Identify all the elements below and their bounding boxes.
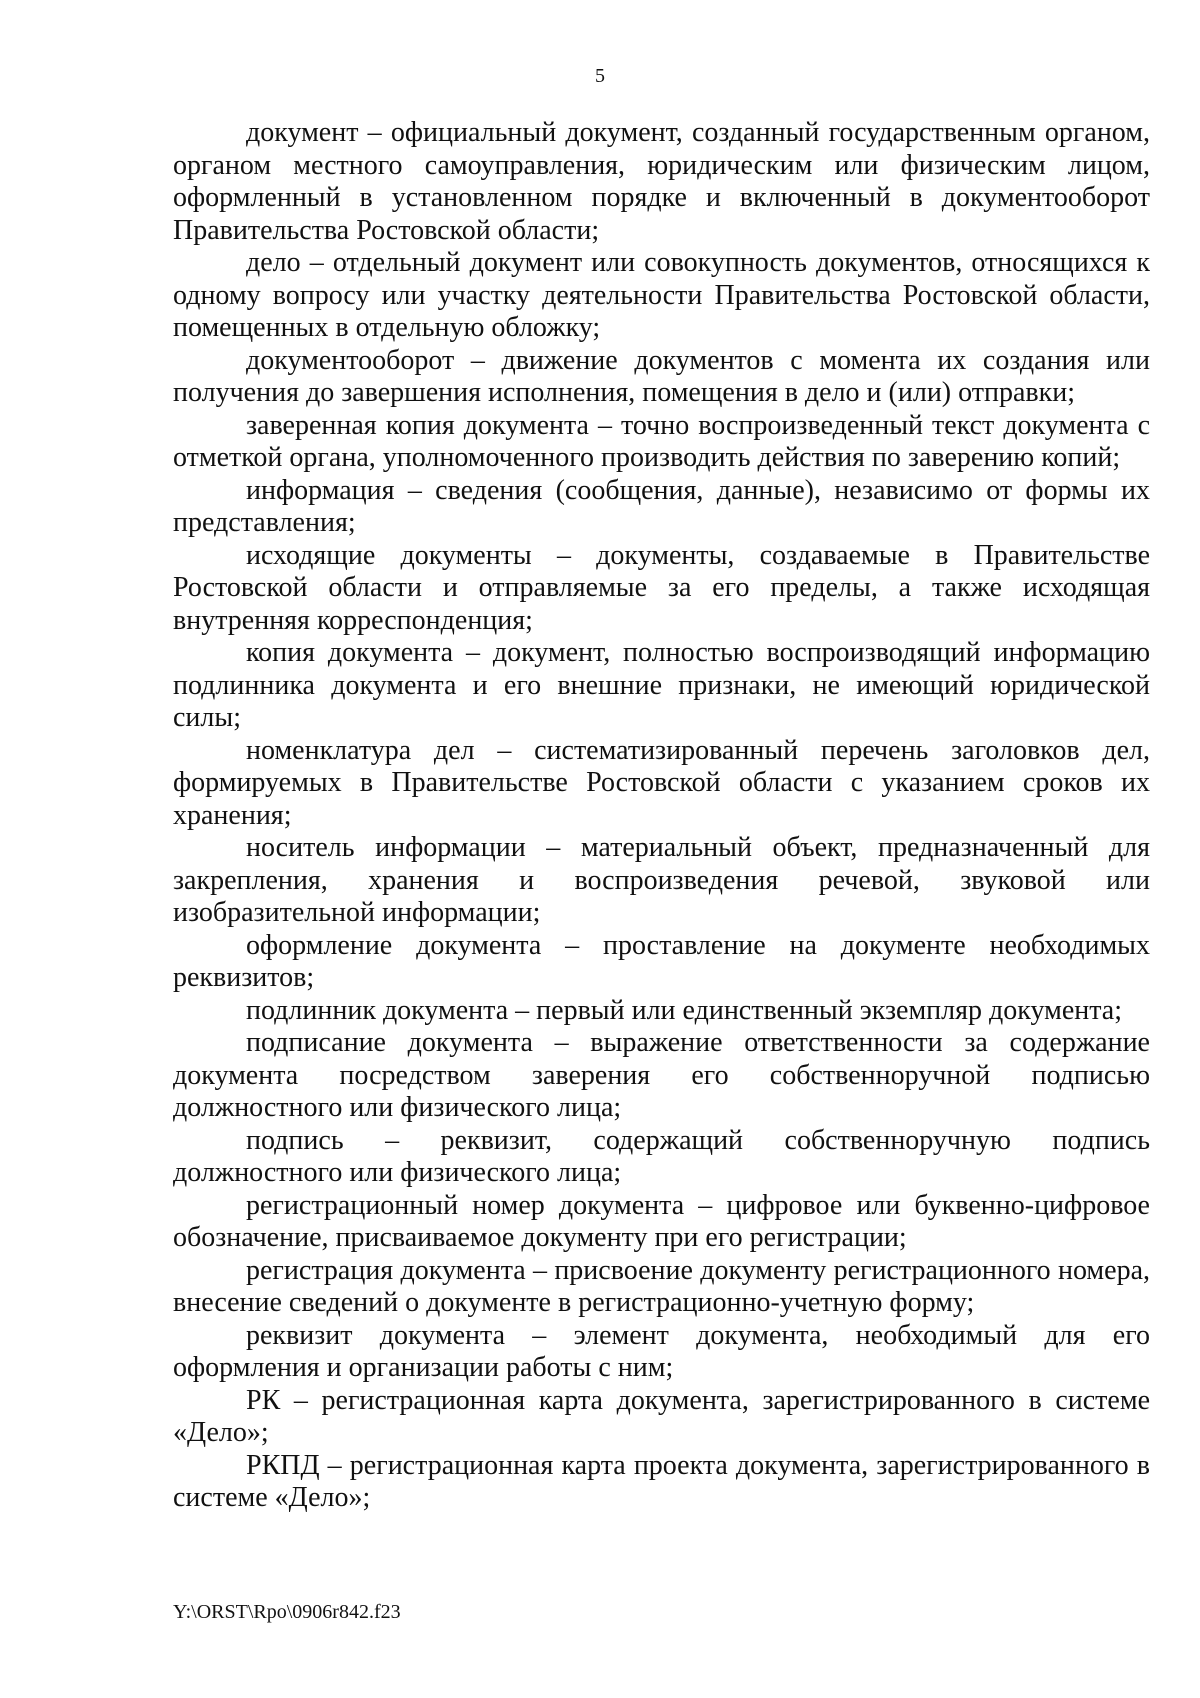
paragraph-dokument: документ – официальный документ, созданный государственным органом, органом местного самоуправления, юридическим или физическим лицом, оформленный в установленном порядке и включенный в документооборот Правительства Ростовской области; [173,117,1150,246]
paragraph-registratsionnyy-nomer: регистрационный номер документа – цифровое или буквенно-цифровое обозначение, присваиваемое документу при его регистрации; [173,1189,1150,1253]
paragraph-podpis: подпись – реквизит, содержащий собственноручную подпись должностного или физического лица; [173,1124,1150,1188]
page-number: 5 [595,65,605,87]
paragraph-nositel: носитель информации – материальный объект, предназначенный для закрепления, хранения и воспроизведения речевой, звуковой или изобразительной информации; [173,832,1150,928]
paragraph-nomenklatura: номенклатура дел – систематизированный перечень заголовков дел, формируемых в Правительстве Ростовской области с указанием сроков их хранения; [173,734,1150,831]
paragraph-rkpd: РКПД – регистрационная карта проекта документа, зарегистрированного в системе «Дело»; [173,1449,1150,1513]
paragraph-kopiya: копия документа – документ, полностью воспроизводящий информацию подлинника документа и его внешние признаки, не имеющий юридической силы; [173,637,1150,733]
paragraph-oformlenie: оформление документа – проставление на документе необходимых реквизитов; [173,929,1150,993]
document-body [173,117,1150,1515]
paragraph-podlinnik: подлинник документа – первый или единственный экземпляр документа; [246,994,1123,1026]
paragraph-rekvizit: реквизит документа – элемент документа, необходимый для его оформления и организации работы с ним; [173,1319,1150,1383]
paragraph-zaverennaya-kopiya: заверенная копия документа – точно воспроизведенный текст документа с отметкой органа, уполномоченного производить действия по заверению копий; [173,409,1150,473]
paragraph-rk: РК – регистрационная карта документа, зарегистрированного в системе «Дело»; [173,1384,1150,1448]
paragraph-delo: дело – отдельный документ или совокупность документов, относящихся к одному вопросу или участку деятельности Правительства Ростовской области, помещенных в отдельную обложку; [173,247,1150,343]
paragraph-dokumentooborot: документооборот – движение документов с момента их создания или получения до завершения исполнения, помещения в дело и (или) отправки; [173,344,1150,408]
footer-file-path: Y:\ORST\Rpo\0906r842.f23 [173,1601,401,1623]
paragraph-informatsiya: информация – сведения (сообщения, данные), независимо от формы их представления; [173,474,1150,538]
paragraph-iskhodyashchie: исходящие документы – документы, создаваемые в Правительстве Ростовской области и отправляемые за его пределы, а также исходящая внутренняя корреспонденция; [173,539,1150,636]
paragraph-registratsiya: регистрация документа – присвоение документу регистрационного номера, внесение сведений о документе в регистрационно-учетную форму; [173,1254,1150,1318]
paragraph-podpisanie: подписание документа – выражение ответственности за содержание документа посредством заверения его собственноручной подписью должностного или физического лица; [173,1027,1150,1123]
